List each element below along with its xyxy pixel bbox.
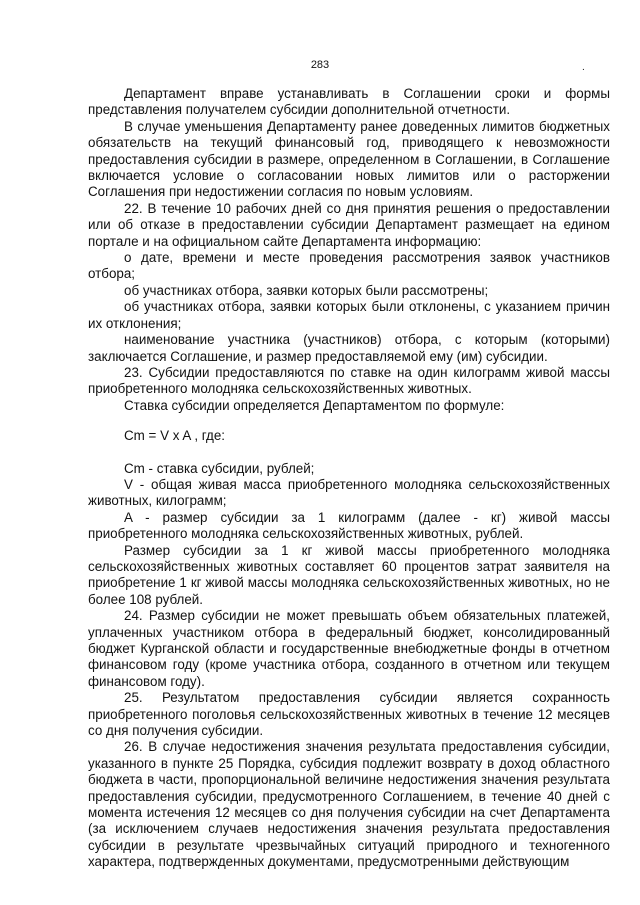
paragraph-22: 22. В течение 10 рабочих дней со дня принятия решения о предоставлении или об отказе в предоставлении субсидии Департамент размещает на едином портале и на официальном сайте Департамента информацию:	[88, 200, 610, 249]
formula: Cm = V x A , где:	[124, 428, 226, 444]
paragraph-25: 25. Результатом предоставления субсидии является сохранность приобретенного поголовья сельскохозяйственных животных в течение 12 месяцев со дня получения субсидии.	[88, 690, 610, 739]
formula-cm-definition: Cm - ставка субсидии, рублей;	[124, 460, 315, 476]
paragraph-limits-reduction: В случае уменьшения Департаменту ранее доведенных лимитов бюджетных обязательств на текущий финансовый год, приводящего к невозможности предоставления субсидии в размере, определенном в Соглашении, в Соглашение включается условие о согласовании новых лимитов или о расторжении Соглашения при недостижении согласия по новым условиям.	[88, 118, 610, 200]
paragraph-22-date: о дате, времени и месте проведения рассмотрения заявок участников отбора;	[88, 250, 610, 282]
paragraph-26: 26. В случае недостижения значения результата предоставления субсидии, указанного в пункте 25 Порядка, субсидия подлежит возврату в доход областного бюджета в части, пропорциональной величине недостижения значения результата предоставления субсидии, предусмотренного Соглашением, в течение 40 дней с момента истечения 12 месяцев со дня получения субсидии на счет Департамента (за исключением случаев недостижения значения результата предоставления субсидии в результате чрезвычайных ситуаций природного и техногенного характера, подтвержденных документами, предусмотренными действующим	[88, 739, 610, 870]
paragraph-23-formula-intro: Ставка субсидии определяется Департаментом по формуле:	[124, 397, 505, 413]
paragraph-22-reviewed: об участниках отбора, заявки которых были рассмотрены;	[124, 282, 489, 298]
paragraph-report-forms: Департамент вправе устанавливать в Соглашении сроки и формы представления получателем субсидии дополнительной отчетности.	[88, 86, 610, 118]
paragraph-23: 23. Субсидии предоставляются по ставке на один килограмм живой массы приобретенного молодняка сельскохозяйственных животных.	[88, 364, 610, 397]
paragraph-22-winner: наименование участника (участников) отбора, с которым (которыми) заключается Соглашение, и размер предоставляемой ему (им) субсидии.	[88, 332, 610, 364]
formula-a-definition: A - размер субсидии за 1 килограмм (далее - кг) живой массы приобретенного молодняка сельскохозяйственных животных, рублей.	[88, 509, 610, 542]
paragraph-24: 24. Размер субсидии не может превышать объем обязательных платежей, уплаченных участником отбора в федеральный бюджет, консолидированный бюджет Курганской области и государственные внебюджетные фонды в отчетном финансовом году (кроме участника отбора, созданного в отчетном или текущем финансовом году).	[88, 608, 610, 689]
paragraph-subsidy-amount: Размер субсидии за 1 кг живой массы приобретенного молодняка сельскохозяйственных животных составляет 60 процентов затрат заявителя на приобретение 1 кг живой массы молодняка сельскохозяйственных животных, но не более 108 рублей.	[88, 542, 610, 607]
body-text	[88, 86, 610, 871]
stray-mark: .	[582, 62, 585, 73]
paragraph-22-rejected: об участниках отбора, заявки которых были отклонены, с указанием причин их отклонения;	[88, 299, 610, 331]
formula-v-definition: V - общая живая масса приобретенного молодняка сельскохозяйственных животных, килограмм;	[88, 476, 610, 509]
page-number: 283	[310, 59, 330, 71]
